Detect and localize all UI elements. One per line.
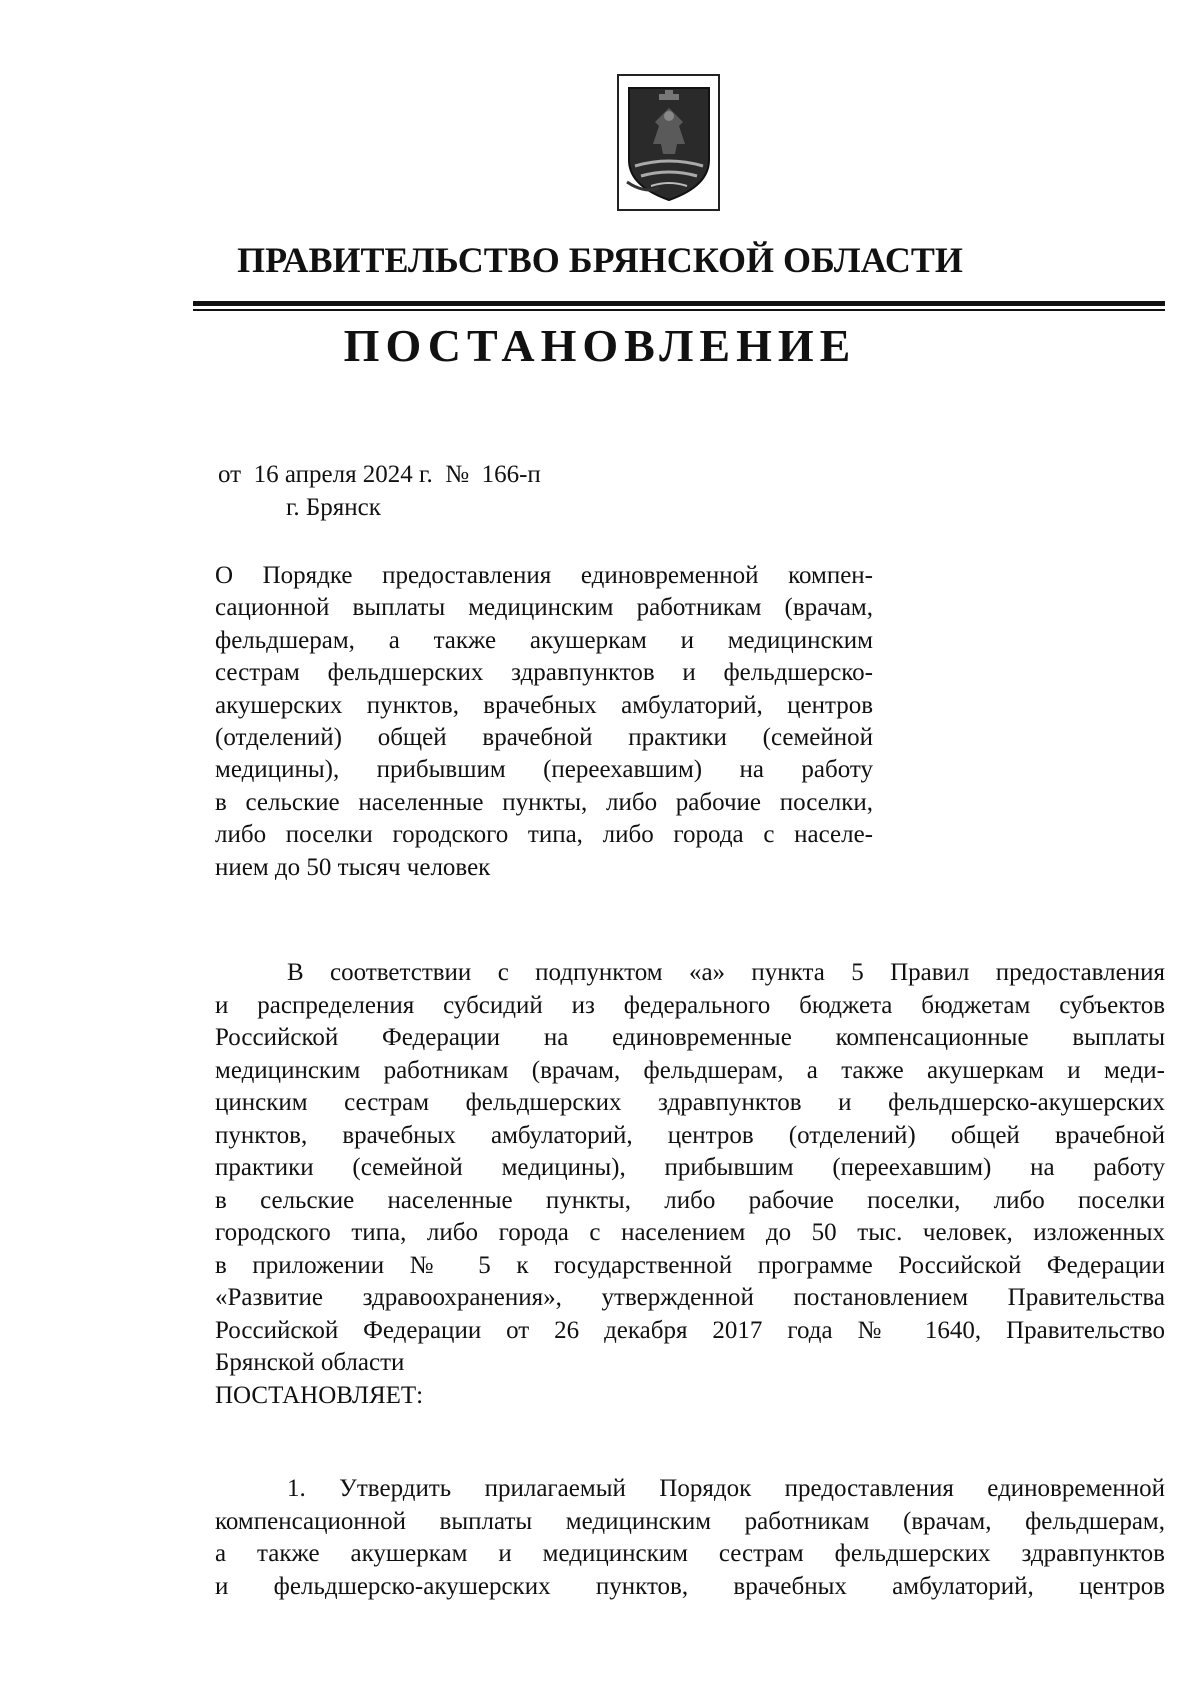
- preamble-line: в приложении № 5 к государственной программе Российской Федерации: [215, 1251, 1165, 1279]
- subject-line: в сельские населенные пункты, либо рабочие поселки,: [215, 788, 873, 816]
- preamble-line: и распределения субсидий из федерального бюджета бюджетам субъектов: [215, 991, 1165, 1019]
- preamble-line: Российской Федерации на единовременные компенсационные выплаты: [215, 1024, 1165, 1051]
- item-line: а также акушеркам и медицинским сестрам фельдшерских здравпунктов: [215, 1540, 1165, 1567]
- preamble-line: В соответствии с подпунктом «а» пункта 5 Правил предоставления: [287, 959, 1165, 986]
- preamble-line: «Развитие здравоохранения», утвержденной постановлением Правительства: [215, 1284, 1165, 1311]
- organization-title: ПРАВИТЕЛЬСТВО БРЯНСКОЙ ОБЛАСТИ: [237, 240, 963, 280]
- item-line: 1. Утвердить прилагаемый Порядок предоставления единовременной: [287, 1475, 1165, 1502]
- subject-line: сестрам фельдшерских здравпунктов и фельдшерско-: [215, 659, 873, 687]
- preamble-line: медицинским работникам (врачам, фельдшерам, а также акушеркам и меди-: [215, 1056, 1165, 1084]
- preamble-line: Брянской области: [215, 1349, 405, 1376]
- subject-line: акушерских пунктов, врачебных амбулаторий, центров: [215, 691, 873, 719]
- preamble-line: пунктов, врачебных амбулаторий, центров (отделений) общей врачебной: [215, 1121, 1165, 1149]
- preamble-line: городского типа, либо города с населением до 50 тыс. человек, изложенных: [215, 1219, 1165, 1246]
- preamble-line: Российской Федерации от 26 декабря 2017 года № 1640, Правительство: [215, 1316, 1165, 1344]
- document-type-title: ПОСТАНОВЛЕНИЕ: [343, 320, 857, 371]
- subject-line: О Порядке предоставления единовременной компен-: [215, 562, 873, 589]
- subject-line: медицины), прибывшим (переехавшим) на работу: [215, 756, 873, 784]
- preamble-line: в сельские населенные пункты, либо рабочие поселки, либо поселки: [215, 1186, 1165, 1214]
- preamble-line: практики (семейной медицины), прибывшим (переехавшим) на работу: [215, 1154, 1165, 1181]
- subject-line: сационной выплаты медицинским работникам (врачам,: [215, 594, 873, 622]
- document-subject: [215, 560, 873, 884]
- subject-line: фельдшерам, а также акушеркам и медицинским: [215, 626, 873, 654]
- resolves-keyword: ПОСТАНОВЛЯЕТ:: [215, 1381, 424, 1409]
- subject-line: (отделений) общей врачебной практики (семейной: [215, 723, 873, 751]
- header-rule-thick: [193, 301, 1165, 306]
- item-1-paragraph: [215, 1473, 1165, 1603]
- preamble-paragraph: [215, 957, 1165, 1412]
- item-line: компенсационной выплаты медицинским работникам (врачам, фельдшерам,: [215, 1507, 1165, 1535]
- document-date-number: от 16 апреля 2024 г. № 166-п: [218, 461, 541, 488]
- subject-line: либо поселки городского типа, либо города с населе-: [215, 821, 873, 849]
- subject-line: нием до 50 тысяч человек: [215, 853, 491, 881]
- document-city: г. Брянск: [286, 494, 381, 521]
- header-rule-thin: [193, 309, 1165, 311]
- coat-of-arms-emblem: [617, 74, 720, 211]
- coat-of-arms-icon: [625, 82, 713, 204]
- preamble-line: цинским сестрам фельдшерских здравпунктов и фельдшерско-акушерских: [215, 1089, 1165, 1116]
- item-line: и фельдшерско-акушерских пунктов, врачебных амбулаторий, центров: [215, 1572, 1165, 1600]
